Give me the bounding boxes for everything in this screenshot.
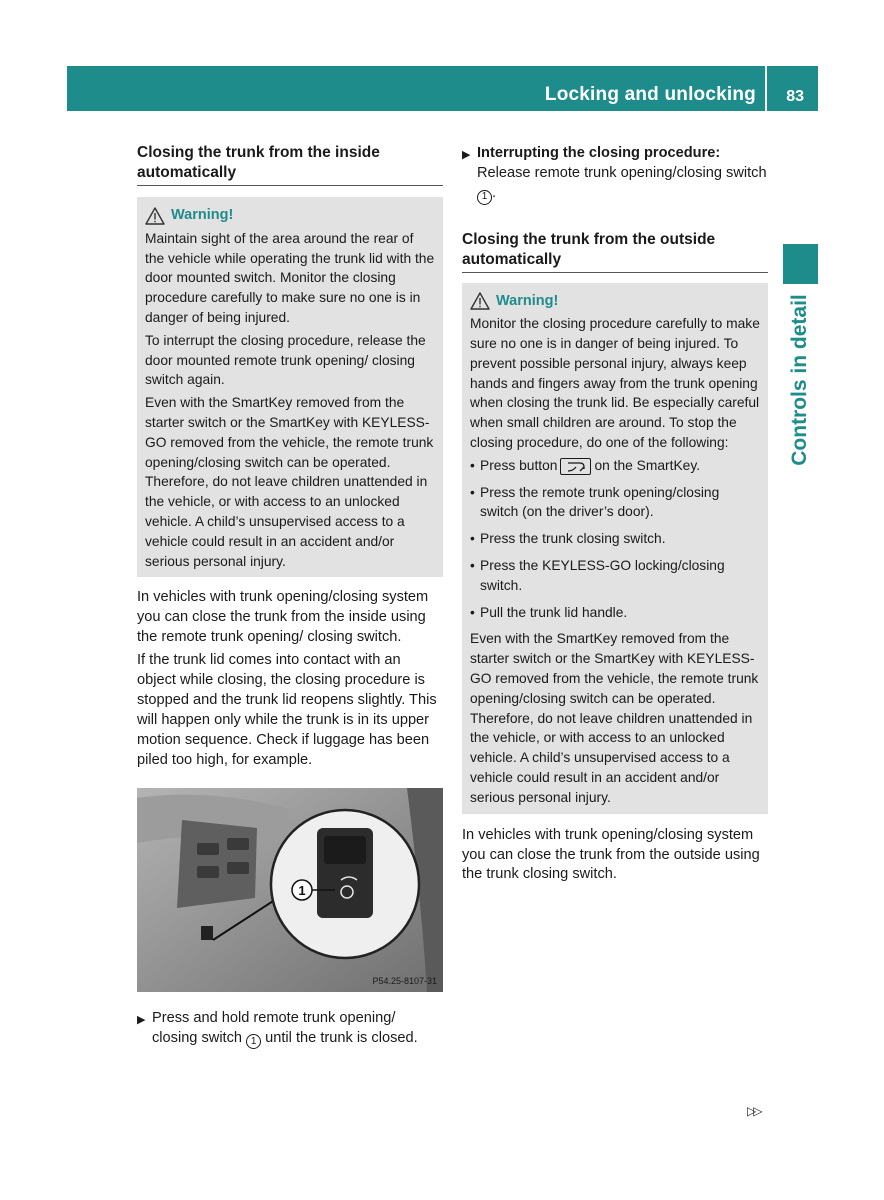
body-paragraph: If the trunk lid comes into contact with an object while closing, the closing procedure is stopped and the trunk lid reopens slightly. This will happen only while the trunk is in its upper motion sequence. Check if luggage has been piled too high, for example.: [137, 652, 437, 768]
list-item: • Press button on the SmartKey.: [470, 456, 761, 476]
warning-paragraph: Even with the SmartKey removed from the starter switch or the SmartKey with KEYLESS-GO removed from the vehicle, the remote trunk opening/closing switch can be operated. Therefore, do not leave children unattended in the vehicle, or with access to an unlocked vehicle. A child’s unsupervised access to a vehicle could result in an accident and/or serious personal injury.: [470, 631, 759, 805]
page-number: 83: [786, 88, 804, 105]
step-arrow-icon: ▶: [137, 1013, 146, 1026]
warning-heading: [470, 292, 761, 312]
callout-number-icon: 1: [477, 190, 492, 205]
photo-callout-number: 1: [298, 882, 306, 898]
continued-marker: ▷▷: [747, 1104, 760, 1118]
instruction-step: ▶ Press and hold remote trunk opening/ closing switch 1 until the trunk is closed.: [137, 1008, 443, 1050]
warning-triangle-icon: [470, 292, 490, 310]
list-item: • Press the trunk closing switch.: [470, 531, 666, 547]
door-switch-photo: [137, 788, 443, 992]
section-heading-inside: Closing the trunk from the inside automatically: [137, 143, 443, 186]
body-paragraph: In vehicles with trunk opening/closing system you can close the trunk from the inside using the remote trunk opening/ closing switch.: [137, 589, 429, 646]
photo-code: P54.25-8107-31: [372, 975, 437, 986]
side-tab-marker: [783, 244, 818, 284]
left-column: [137, 143, 443, 1049]
warning-paragraph: Monitor the closing procedure carefully to make sure no one is in danger of being injured. To prevent possible personal injury, always keep hands and fingers away from the trunk opening when closing the trunk lid. Be especially careful when small children are around. To stop the closing procedure, do one of the following:: [470, 316, 760, 451]
header-divider: [765, 66, 767, 111]
warning-triangle-icon: [145, 207, 165, 225]
warning-paragraph: Even with the SmartKey removed from the starter switch or the SmartKey with KEYLESS-GO removed from the vehicle, the remote trunk opening/closing switch can be operated. Therefore, do not leave children unattended in the vehicle, or with access to an unlocked vehicle. A child’s unsupervised access to a vehicle could result in an accident and/or serious personal injury.: [145, 395, 434, 569]
warning-paragraph: Maintain sight of the area around the rear of the vehicle while operating the trunk lid with the door mounted switch. Monitor the closing procedure carefully to make sure no one is in danger of being injured.: [145, 230, 435, 325]
body-paragraph: In vehicles with trunk opening/closing system you can close the trunk from the outside using the trunk closing switch.: [462, 826, 760, 883]
warning-heading: [145, 206, 436, 226]
page-section-title: Locking and unlocking: [544, 84, 756, 105]
right-column: [462, 143, 768, 888]
step-arrow-icon: ▶: [462, 149, 471, 161]
callout-number-icon: 1: [246, 1034, 261, 1049]
warning-title: Warning!: [496, 292, 559, 309]
side-tab-label: Controls in detail: [788, 294, 811, 466]
section-heading-outside: Closing the trunk from the outside automatically: [462, 230, 768, 273]
warning-box-outside: [462, 283, 768, 814]
list-item: • Press the remote trunk opening/closing switch (on the driver’s door).: [470, 484, 720, 520]
list-item: • Pull the trunk lid handle.: [470, 604, 628, 620]
warning-box-inside: [137, 197, 443, 577]
trunk-close-key-icon: [560, 458, 591, 475]
warning-title: Warning!: [171, 207, 234, 223]
instruction-step: ▶ Interrupting the closing procedure: Release remote trunk opening/closing switch 1 .: [462, 143, 768, 205]
header-band: [67, 66, 818, 111]
warning-paragraph: To interrupt the closing procedure, release the door mounted remote trunk opening/ closing switch again.: [145, 332, 426, 388]
step-label: Interrupting the closing procedure:: [477, 145, 721, 161]
list-item: • Press the KEYLESS-GO locking/closing switch.: [470, 558, 725, 593]
door-switch-illustration: [137, 788, 443, 992]
